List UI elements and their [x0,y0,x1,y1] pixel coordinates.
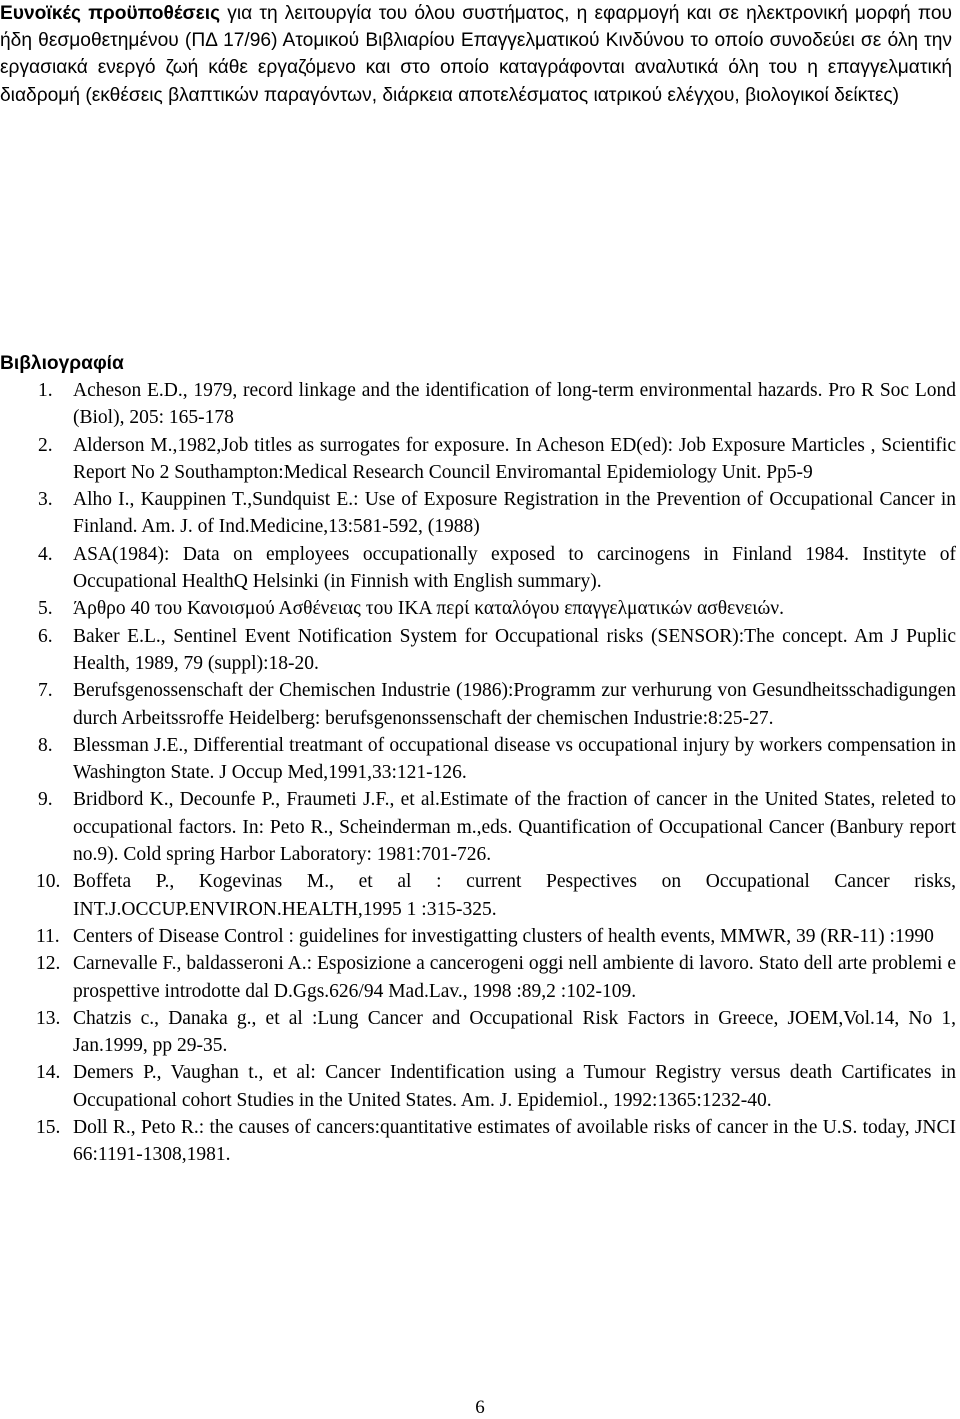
reference-text: Demers P., Vaughan t., et al: Cancer Indentification using a Tumour Registry versus death Cartificates in Occupational cohort Studies in the United States. Am. J. Epidemiol., 1992:1365:1232-40. [73,1062,956,1111]
reference-text: Berufsgenossenschaft der Chemischen Industrie (1986):Programm zur verhurung von Gesundheitsschadigungen durch Arbeitssroffe Heidelberg: berufsgenonssenschaft der chemischen Industrie:8:25-27. [73,680,956,729]
intro-text: για τη λειτουργία του όλου συστήματος, η εφαρμογή και σε ηλεκτρονική μορφή που ήδη θεσμοθετημένου (ΠΔ 17/96) Ατομικού Βιβλιαρίου Επαγγελματικού Κινδύνου το οποίο συνοδεύει σε όλη την εργασιακά ενεργό ζωή κάθε εργαζόμενο και στο οποίο καταγράφονται αναλυτικά όλη του η επαγγελματική διαδρομή (εκθέσεις βλαπτικών παραγόντων, διάρκεια αποτελέσματος ιατρικού ελέγχου, βιολογικοί δείκτες) [0,3,952,106]
reference-text: Chatzis c., Danaka g., et al :Lung Cancer and Occupational Risk Factors in Greece, JOEM,Vol.14, No 1, Jan.1999, pp 29-35. [73,1007,956,1057]
reference-number: 12. [36,953,61,975]
reference-number: 2. [38,434,53,456]
reference-item [0,595,956,622]
reference-text: Άρθρο 40 του Κανοισμού Ασθένειας του ΙΚΑ περί καταλόγου επαγγελματικών ασθενειών. [73,598,784,620]
reference-number: 15. [36,1117,61,1139]
reference-number: 4. [38,543,53,565]
reference-number: 14. [36,1062,61,1084]
reference-number: 6. [38,625,53,647]
reference-number: 9. [38,789,53,811]
reference-text: Alderson M.,1982,Job titles as surrogates for exposure. In Acheson ED(ed): Job Exposure Marticles , Scientific Report No 2 Southampton:Medical Research Council Enviromantal Epidemiology Unit. Pp5-9 [73,434,956,483]
intro-lead: Ευνοϊκές προϋποθέσεις [0,3,221,24]
reference-item [0,677,956,732]
reference-item [0,623,956,678]
reference-item [0,732,956,787]
reference-number: 13. [36,1007,61,1029]
reference-number: 10. [36,871,61,893]
reference-list [0,377,956,1169]
reference-text: Bridbord K., Decounfe P., Fraumeti J.F., et al.Estimate of the fraction of cancer in the United States, releted to occupational factors. In: Peto R., Scheinderman m.,eds. Quantification of Occupational Cancer (Banbury report no.9). Cold spring Harbor Laboratory: 1981:701-726. [73,789,956,866]
reference-item [0,1005,956,1060]
bibliography-heading: Βιβλιογραφία [0,353,124,374]
page-number: 6 [475,1397,485,1418]
reference-text: Carnevalle F., baldasseroni A.: Esposizione a cancerogeni oggi nell ambiente di lavoro. Stato dell arte problemi e prospettive introdotte dal D.Ggs.626/94 Mad.Lav., 1998 :89,2 :102-109. [73,953,956,1002]
reference-item [0,868,956,923]
reference-item [0,923,956,950]
reference-text: Doll R., Peto R.: the causes of cancers:quantitative estimates of avoilable risks of cancer in the U.S. today, JNCI 66:1191-1308,1981. [73,1117,956,1166]
reference-number: 11. [36,925,60,947]
reference-text: ASA(1984): Data on employees occupationally exposed to carcinogens in Finland 1984. Instityte of Occupational HealthQ Helsinki (in Finnish with English summary). [73,543,956,593]
reference-item [0,1114,956,1169]
reference-number: 5. [38,598,53,620]
reference-text: Centers of Disease Control : guidelines for investigatting clusters of health events, MMWR, 39 (RR-11) :1990 [73,925,934,947]
reference-item [0,432,956,487]
reference-item [0,1059,956,1114]
reference-number: 3. [38,489,53,511]
intro-paragraph [0,0,952,109]
reference-text: Acheson E.D., 1979, record linkage and the identification of long-term environmental hazards. Pro R Soc Lond (Biol), 205: 165-178 [73,380,956,429]
reference-number: 7. [38,680,53,702]
reference-item [0,786,956,868]
reference-number: 8. [38,734,53,756]
reference-text: Alho I., Kauppinen T.,Sundquist E.: Use of Exposure Registration in the Prevention of Occupational Cancer in Finland. Am. J. of Ind.Medicine,13:581-592, (1988) [73,489,956,538]
reference-text: Baker E.L., Sentinel Event Notification System for Occupational risks (SENSOR):The concept. Am J Puplic Health, 1989, 79 (suppl):18-20. [73,625,956,674]
reference-item [0,541,956,596]
reference-text: Boffeta P., Kogevinas M., et al : current Pespectives on Occupational Cancer risks, INT.J.OCCUP.ENVIRON.HEALTH,1995 1 :315-325. [73,871,956,920]
reference-item [0,377,956,432]
reference-item [0,950,956,1005]
reference-item [0,486,956,541]
reference-number: 1. [38,380,53,401]
reference-text: Blessman J.E., Differential treatmant of occupational disease vs occupational injury by workers compensation in Washington State. J Occup Med,1991,33:121-126. [73,734,956,784]
